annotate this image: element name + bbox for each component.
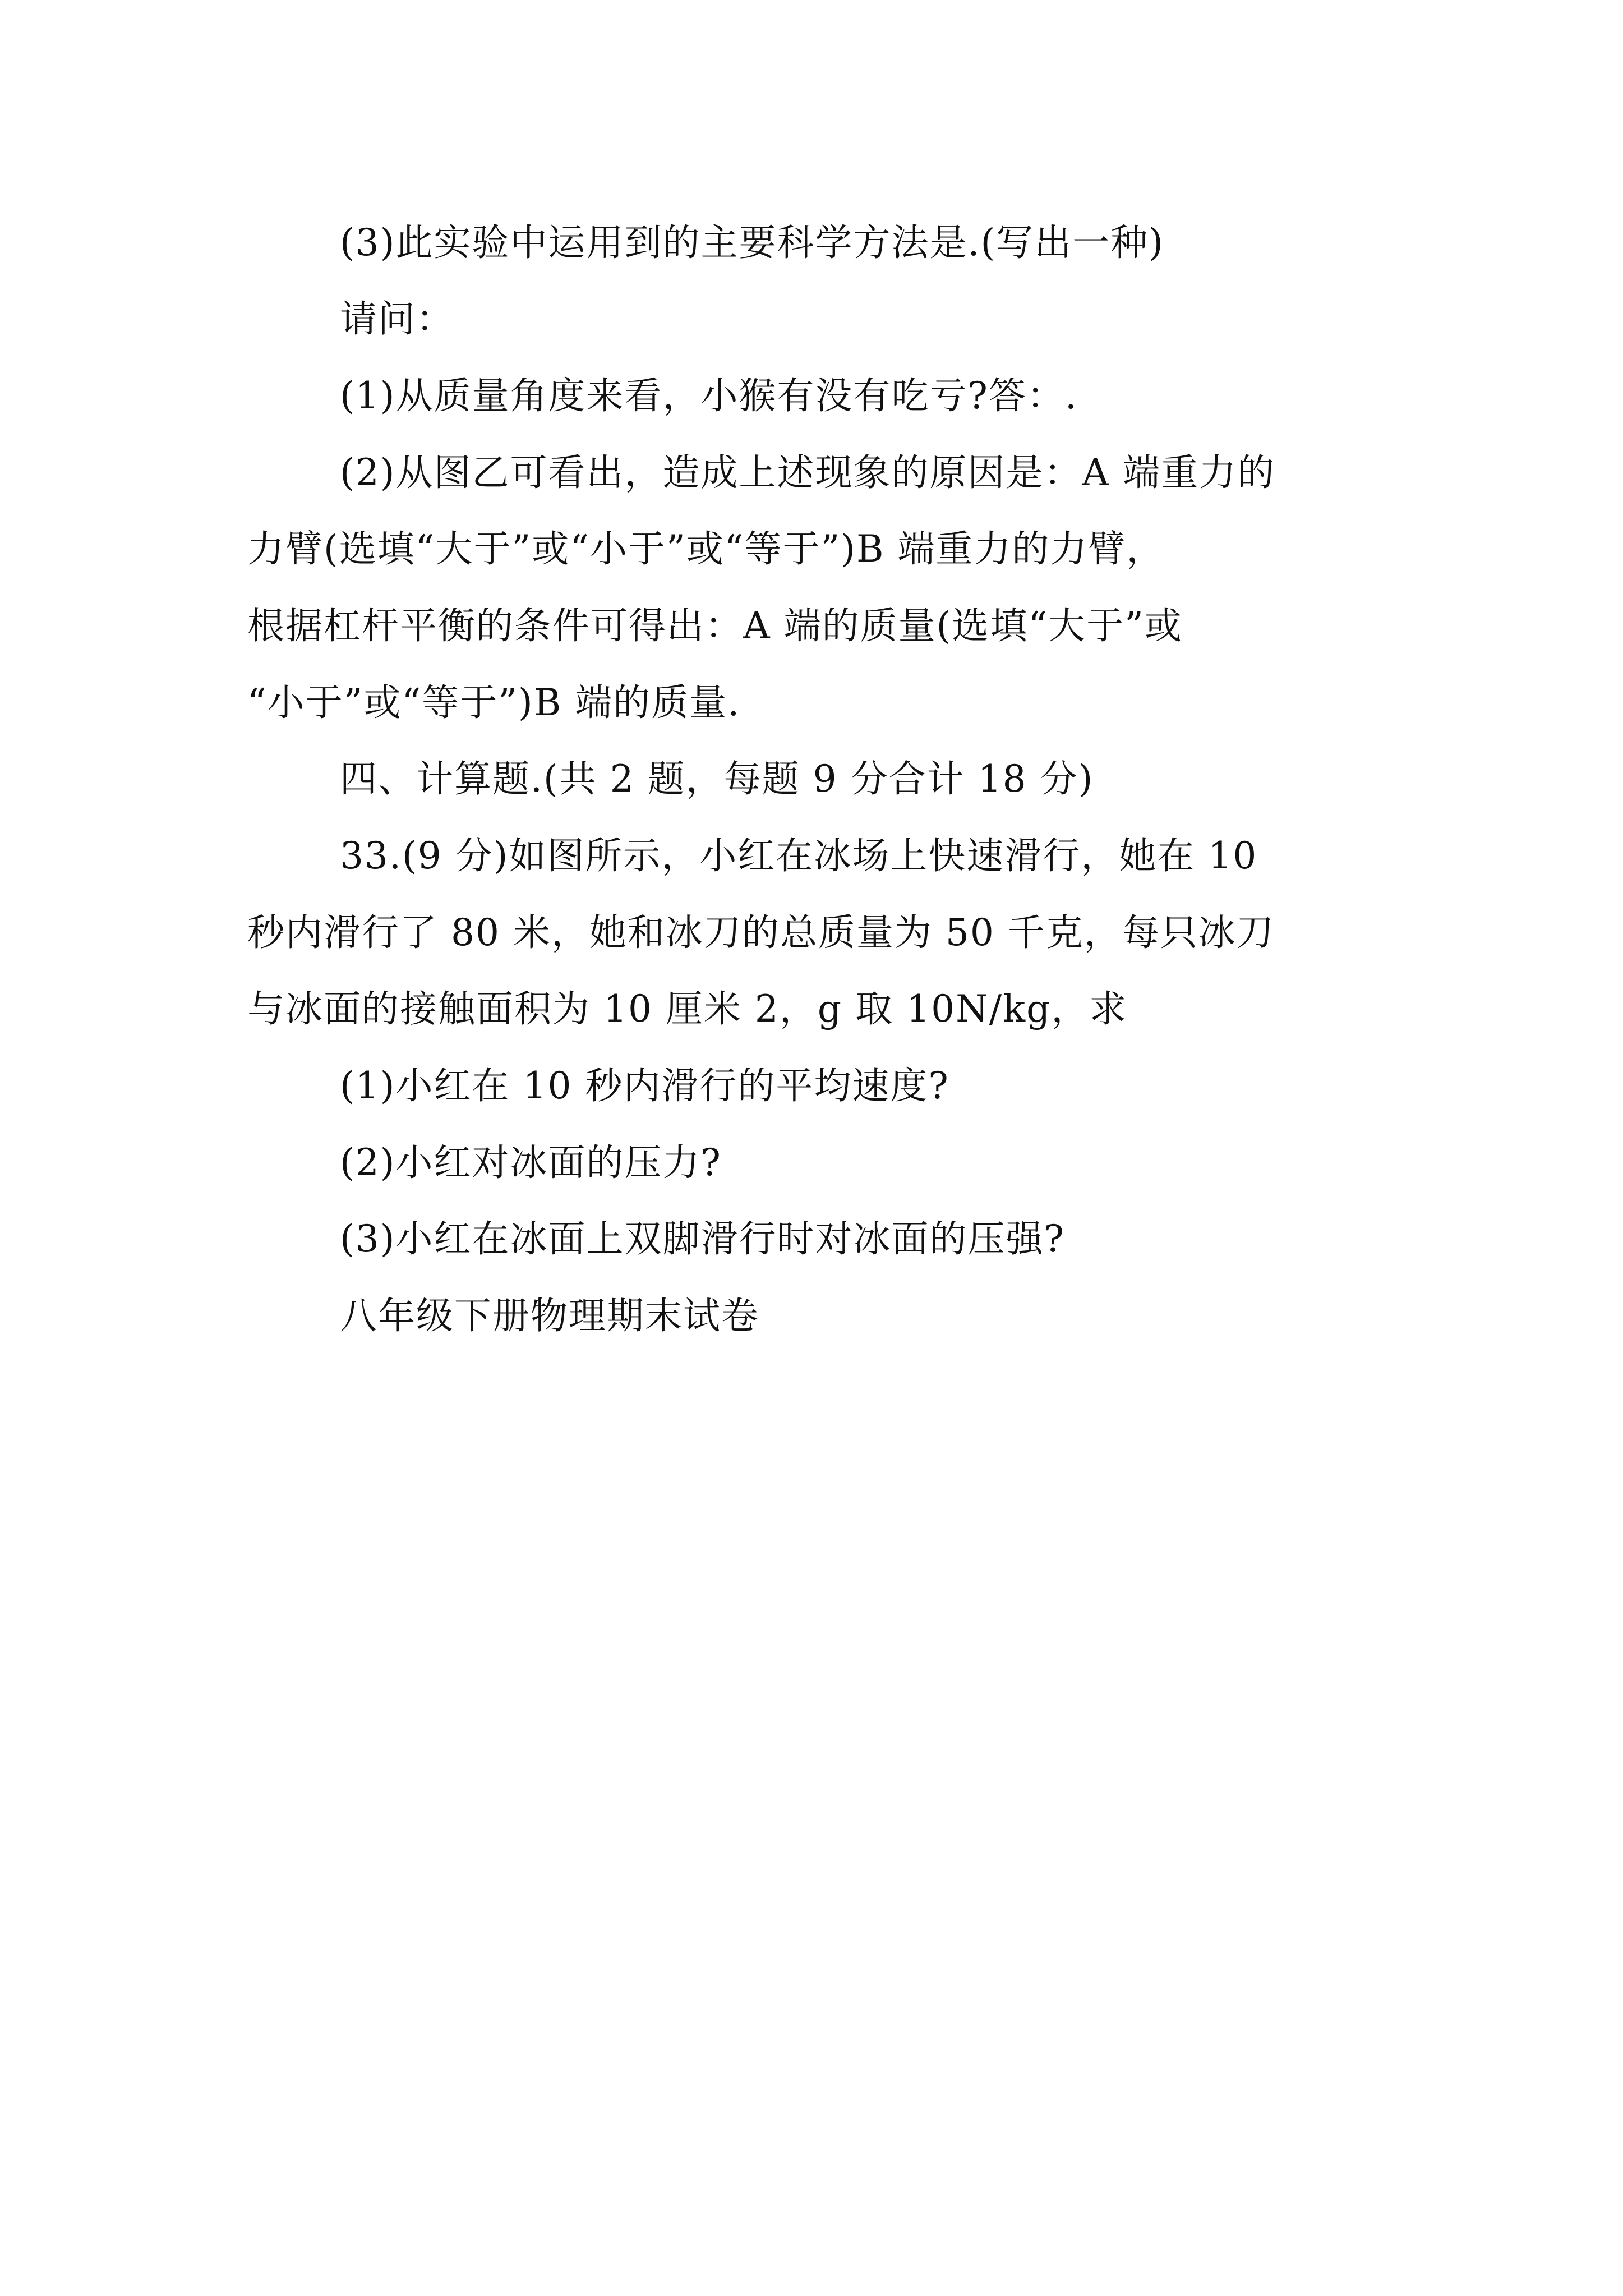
document-footer-title: 八年级下册物理期末试卷 [340,1294,759,1337]
question-33-continuation-2: 与冰面的接触面积为 10 厘米 2，g 取 10N/kg，求 [247,987,1128,1030]
sub-question-2-continuation-1: 力臂(选填“大于”或“小于”或“等于”)B 端重力的力臂， [247,527,1165,570]
question-33-part-3: (3)小红在冰面上双脚滑行时对冰面的压强? [340,1217,1065,1260]
question-33-continuation-1: 秒内滑行了 80 米，她和冰刀的总质量为 50 千克，每只冰刀 [247,911,1275,954]
sub-question-1-line: (1)从质量角度来看，小猴有没有吃亏?答：. [340,374,1078,417]
sub-question-2-continuation-2: 根据杠杆平衡的条件可得出：A 端的质量(选填“大于”或 [247,604,1183,647]
sub-question-2-continuation-3: “小于”或“等于”)B 端的质量. [247,681,741,724]
question-33-part-2: (2)小红对冰面的压力? [340,1141,722,1184]
question-3-method-line: (3)此实验中运用到的主要科学方法是.(写出一种) [340,221,1164,264]
sub-question-2-line: (2)从图乙可看出，造成上述现象的原因是：A 端重力的 [340,451,1276,494]
question-33-part-1: (1)小红在 10 秒内滑行的平均速度? [340,1064,949,1107]
ask-label-line: 请问： [340,297,454,341]
question-33-line: 33.(9 分)如图所示，小红在冰场上快速滑行，她在 10 [340,834,1258,877]
section-heading-calculation: 四、计算题.(共 2 题，每题 9 分合计 18 分) [340,757,1094,800]
